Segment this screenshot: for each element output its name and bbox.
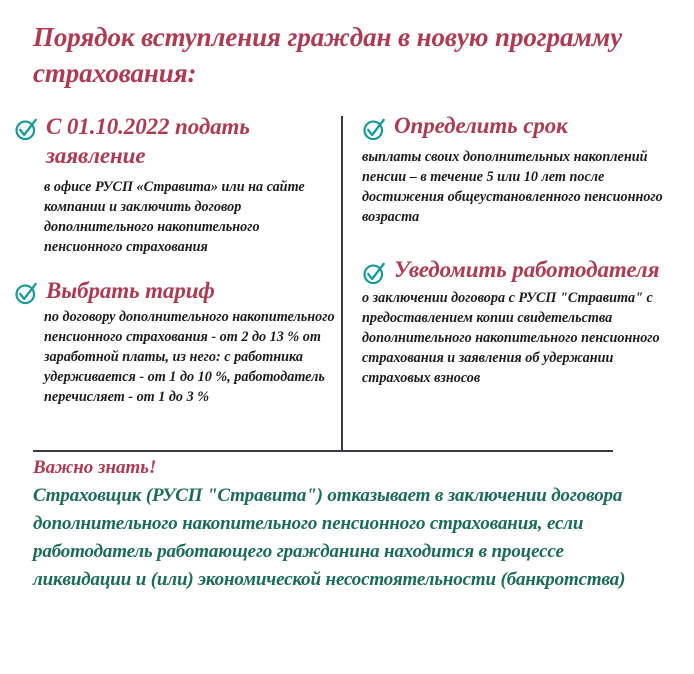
item-header: [14, 276, 336, 306]
important-heading: Важно знать!: [33, 457, 157, 478]
item-title: Выбрать тариф: [46, 277, 215, 303]
vertical-divider: [341, 116, 343, 451]
item-title: Определить срок: [394, 113, 568, 138]
list-item: [362, 112, 682, 228]
item-header: [362, 112, 682, 142]
item-title: Уведомить работодателя: [394, 256, 660, 282]
check-circle-icon: [362, 261, 387, 286]
check-circle-icon: [14, 281, 39, 306]
check-circle-icon: [14, 117, 39, 142]
item-header: [362, 256, 682, 286]
list-item: [362, 256, 682, 389]
horizontal-divider: [33, 450, 613, 452]
page-title: Порядок вступления граждан в новую программу страхования:: [33, 22, 623, 88]
right-column: [362, 112, 682, 398]
item-title: С 01.10.2022 подать заявление: [46, 114, 250, 169]
left-column: [14, 112, 336, 417]
important-text: Страховщик (РУСП "Стравита") отказывает в заключении договора дополнительного накопительного пенсионного страхования, если работодатель работающего гражданина находится в процессе ликвидации и (или) экономической несостоятельности (банкротства): [33, 484, 626, 590]
item-header: [14, 112, 336, 171]
item-body: о заключении договора с РУСП "Стравита" с предоставлением копии свидетельства дополнительного накопительного пенсионного страхования и заявления об удержании страховых взносов: [362, 289, 660, 387]
list-item: [14, 276, 336, 408]
check-circle-icon: [362, 117, 387, 142]
item-body: в офисе РУСП «Стравита» или на сайте компании и заключить договор дополнительного накопительного пенсионного страхования: [44, 178, 305, 256]
item-body: выплаты своих дополнительных накоплений пенсии – в течение 5 или 10 лет после достижения общеустановленного пенсионного возраста: [362, 149, 663, 226]
important-section: [33, 456, 661, 593]
item-body: по договору дополнительного накопительного пенсионного страхования - от 2 до 13 % от заработной платы, из него: с работника удерживается - от 1 до 10 %, работодатель перечисляет - от 1 до 3 %: [44, 308, 335, 406]
list-item: [14, 112, 336, 258]
